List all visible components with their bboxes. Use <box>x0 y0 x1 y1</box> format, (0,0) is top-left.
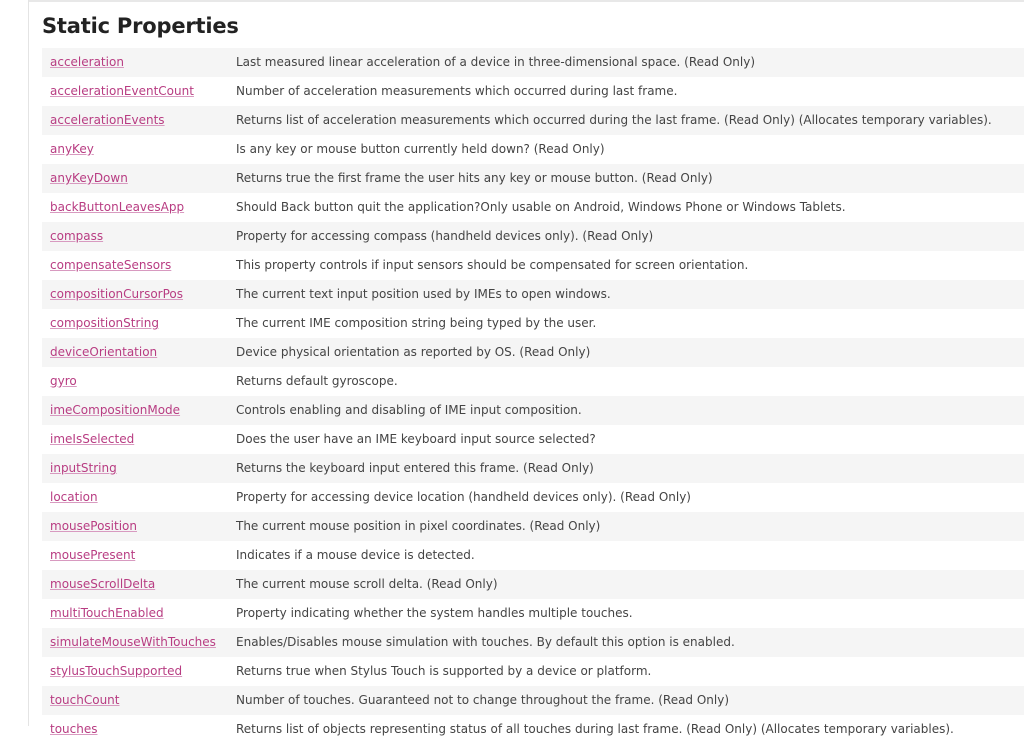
property-link[interactable]: compensateSensors <box>50 258 172 272</box>
property-description: Number of acceleration measurements which occurred during last frame. <box>236 84 678 98</box>
property-link[interactable]: acceleration <box>50 55 124 69</box>
property-name-cell <box>42 135 236 164</box>
property-name-cell <box>42 425 236 454</box>
table-row <box>42 48 1024 77</box>
property-link[interactable]: imeIsSelected <box>50 432 135 446</box>
property-link[interactable]: mouseScrollDelta <box>50 577 156 591</box>
property-name-cell <box>42 686 236 715</box>
property-link[interactable]: backButtonLeavesApp <box>50 200 185 214</box>
property-link[interactable]: compositionCursorPos <box>50 287 184 301</box>
property-link[interactable]: touchCount <box>50 693 120 707</box>
property-link[interactable]: accelerationEventCount <box>50 84 194 98</box>
property-description: Returns the keyboard input entered this frame. (Read Only) <box>236 461 594 475</box>
property-description: Last measured linear acceleration of a device in three-dimensional space. (Read Only) <box>236 55 755 69</box>
properties-table <box>42 48 1024 744</box>
table-row <box>42 570 1024 599</box>
property-description: Property indicating whether the system handles multiple touches. <box>236 606 633 620</box>
table-row <box>42 222 1024 251</box>
property-name-cell <box>42 309 236 338</box>
property-link[interactable]: compositionString <box>50 316 159 330</box>
table-row <box>42 657 1024 686</box>
property-name-cell <box>42 77 236 106</box>
property-link[interactable]: gyro <box>50 374 77 388</box>
property-name-cell <box>42 48 236 77</box>
property-description: The current IME composition string being typed by the user. <box>236 316 597 330</box>
property-name-cell <box>42 715 236 744</box>
property-description: Device physical orientation as reported by OS. (Read Only) <box>236 345 591 359</box>
table-row <box>42 396 1024 425</box>
table-row <box>42 309 1024 338</box>
property-link[interactable]: simulateMouseWithTouches <box>50 635 216 649</box>
property-link[interactable]: imeCompositionMode <box>50 403 181 417</box>
property-link[interactable]: anyKeyDown <box>50 171 128 185</box>
property-description: Enables/Disables mouse simulation with touches. By default this option is enabled. <box>236 635 735 649</box>
section-title: Static Properties <box>42 14 239 38</box>
property-link[interactable]: anyKey <box>50 142 94 156</box>
table-row <box>42 425 1024 454</box>
table-row <box>42 715 1024 744</box>
property-description: Should Back button quit the application?Only usable on Android, Windows Phone or Windows Tablets. <box>236 200 846 214</box>
property-link[interactable]: touches <box>50 722 98 736</box>
property-link[interactable]: accelerationEvents <box>50 113 165 127</box>
table-row <box>42 77 1024 106</box>
property-link[interactable]: multiTouchEnabled <box>50 606 164 620</box>
property-name-cell <box>42 164 236 193</box>
property-link[interactable]: deviceOrientation <box>50 345 158 359</box>
property-name-cell <box>42 396 236 425</box>
property-description: Returns true when Stylus Touch is supported by a device or platform. <box>236 664 652 678</box>
table-row <box>42 251 1024 280</box>
property-description: Returns true the first frame the user hits any key or mouse button. (Read Only) <box>236 171 713 185</box>
table-row <box>42 193 1024 222</box>
property-name-cell <box>42 657 236 686</box>
property-description: The current text input position used by IMEs to open windows. <box>236 287 611 301</box>
properties-table-body <box>42 48 1024 744</box>
property-name-cell <box>42 280 236 309</box>
property-link[interactable]: mousePresent <box>50 548 136 562</box>
static-properties-section <box>42 10 1024 744</box>
property-link[interactable]: inputString <box>50 461 117 475</box>
property-name-cell <box>42 106 236 135</box>
property-description: The current mouse position in pixel coordinates. (Read Only) <box>236 519 601 533</box>
table-row <box>42 541 1024 570</box>
table-row <box>42 135 1024 164</box>
property-name-cell <box>42 541 236 570</box>
top-divider <box>28 0 1024 2</box>
property-link[interactable]: compass <box>50 229 104 243</box>
property-description: Returns list of acceleration measurements which occurred during the last frame. (Read Only) (Allocates temporary variables). <box>236 113 992 127</box>
table-row <box>42 686 1024 715</box>
property-name-cell <box>42 193 236 222</box>
table-row <box>42 106 1024 135</box>
table-row <box>42 164 1024 193</box>
property-name-cell <box>42 512 236 541</box>
property-name-cell <box>42 628 236 657</box>
table-row <box>42 628 1024 657</box>
property-name-cell <box>42 251 236 280</box>
property-link[interactable]: location <box>50 490 98 504</box>
property-link[interactable]: stylusTouchSupported <box>50 664 183 678</box>
property-name-cell <box>42 570 236 599</box>
property-description: Returns default gyroscope. <box>236 374 398 388</box>
property-description: Property for accessing compass (handheld devices only). (Read Only) <box>236 229 654 243</box>
table-row <box>42 367 1024 396</box>
table-row <box>42 338 1024 367</box>
property-name-cell <box>42 454 236 483</box>
table-row <box>42 280 1024 309</box>
property-description: Indicates if a mouse device is detected. <box>236 548 475 562</box>
property-name-cell <box>42 367 236 396</box>
table-row <box>42 454 1024 483</box>
property-name-cell <box>42 483 236 512</box>
left-divider <box>28 0 29 726</box>
property-name-cell <box>42 338 236 367</box>
property-name-cell <box>42 599 236 628</box>
property-description: Does the user have an IME keyboard input source selected? <box>236 432 596 446</box>
table-row <box>42 483 1024 512</box>
property-description: This property controls if input sensors should be compensated for screen orientation. <box>236 258 749 272</box>
property-description: Returns list of objects representing status of all touches during last frame. (Read Only) (Allocates temporary variables). <box>236 722 954 736</box>
table-row <box>42 599 1024 628</box>
property-link[interactable]: mousePosition <box>50 519 137 533</box>
property-description: Controls enabling and disabling of IME input composition. <box>236 403 582 417</box>
property-description: Is any key or mouse button currently held down? (Read Only) <box>236 142 605 156</box>
property-description: The current mouse scroll delta. (Read Only) <box>236 577 498 591</box>
property-description: Number of touches. Guaranteed not to change throughout the frame. (Read Only) <box>236 693 730 707</box>
table-row <box>42 512 1024 541</box>
property-name-cell <box>42 222 236 251</box>
property-description: Property for accessing device location (handheld devices only). (Read Only) <box>236 490 691 504</box>
